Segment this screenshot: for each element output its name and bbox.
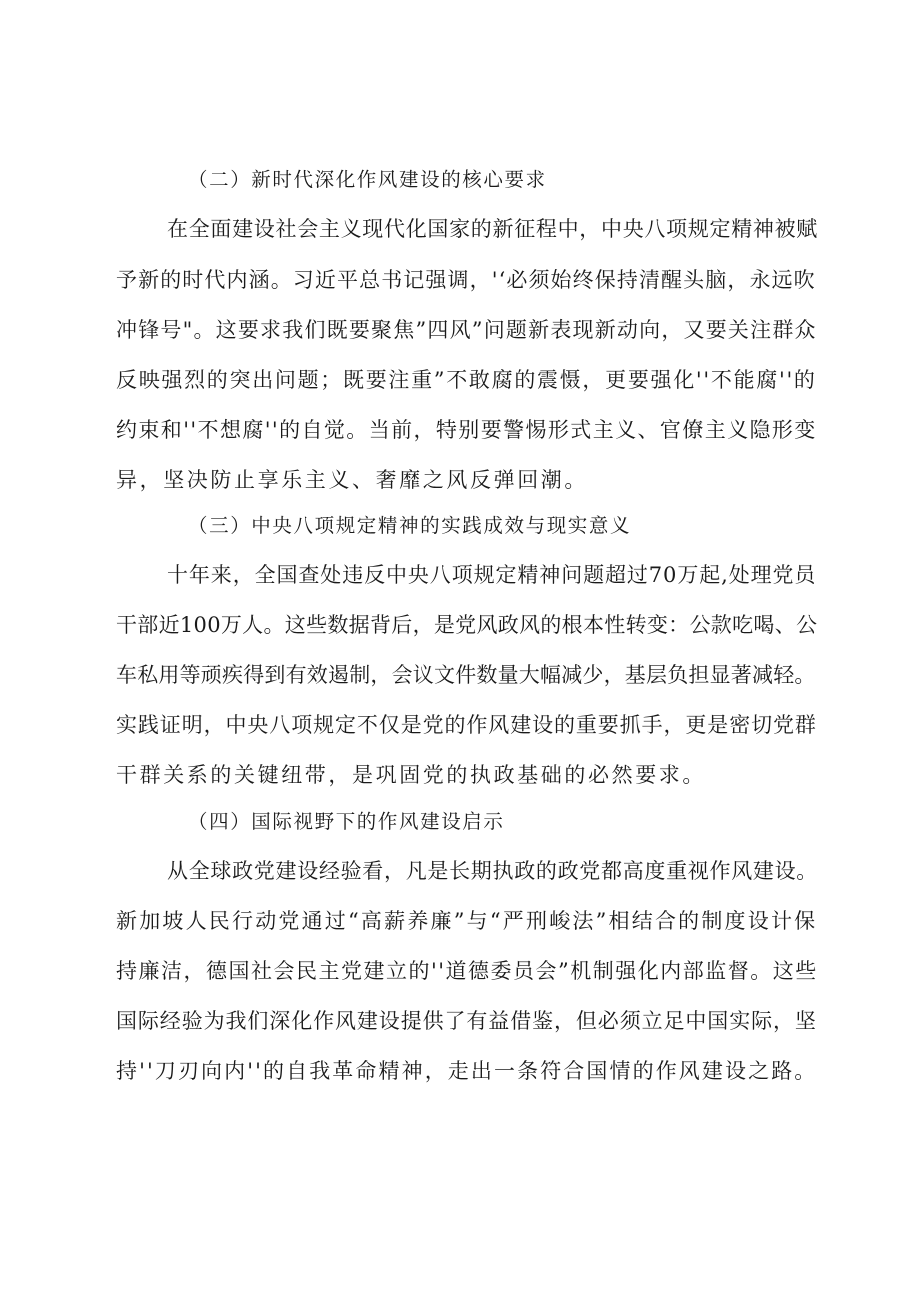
paragraph-line: 新加坡人民行动党通过“高薪养廉”与“严刑峻法”相结合的制度设计保 [116, 909, 818, 933]
paragraph-line: 十年来，全国查处违反中央八项规定精神问题超过70万起,处理党员 [167, 563, 817, 587]
paragraph-line: 国际经验为我们深化作风建设提供了有益借鉴，但必须立足中国实际，坚 [116, 1009, 817, 1033]
paragraph-line: 持''刀刃向内''的自我革命精神，走出一条符合国情的作风建设之路。 [116, 1059, 818, 1083]
paragraph-line: 干群关系的关键纽带，是巩固党的执政基础的必然要求。 [116, 763, 706, 787]
paragraph-line: 在全面建设社会主义现代化国家的新征程中，中央八项规定精神被赋 [167, 217, 818, 241]
paragraph-line: 持廉洁，德国社会民主党建立的''道德委员会”机制强化内部监督。这些 [116, 959, 818, 983]
paragraph-line: 干部近100万人。这些数据背后，是党风政风的根本性转变：公款吃喝、公 [116, 613, 818, 637]
section-heading-3: （三）中央八项规定精神的实践成效与现实意义 [188, 514, 632, 537]
paragraph-line: 反映强烈的突出问题；既要注重”不敢腐的震慑，更要强化''不能腐''的 [116, 368, 817, 392]
paragraph-line: 冲锋号"。这要求我们既要聚焦”四风”问题新表现新动向，又要关注群众 [116, 318, 817, 342]
section-heading-4: （四）国际视野下的作风建设启示 [188, 810, 505, 833]
paragraph-line: 车私用等顽疾得到有效遏制，会议文件数量大幅减少，基层负担显著减轻。 [116, 663, 816, 687]
paragraph-line: 予新的时代内涵。习近平总书记强调，'‘必须始终保持清醒头脑，永远吹 [116, 268, 816, 292]
paragraph-line: 从全球政党建设经验看，凡是长期执政的政党都高度重视作风建设。 [167, 859, 818, 883]
paragraph-line: 实践证明，中央八项规定不仅是党的作风建设的重要抓手，更是密切党群 [116, 713, 817, 737]
section-heading-2: （二）新时代深化作风建设的核心要求 [188, 168, 547, 191]
paragraph-line: 异，坚决防止享乐主义、奢靡之风反弹回潮。 [116, 468, 588, 492]
paragraph-line: 约束和''不想腐''的自觉。当前，特别要警惕形式主义、官僚主义隐形变 [116, 418, 817, 442]
